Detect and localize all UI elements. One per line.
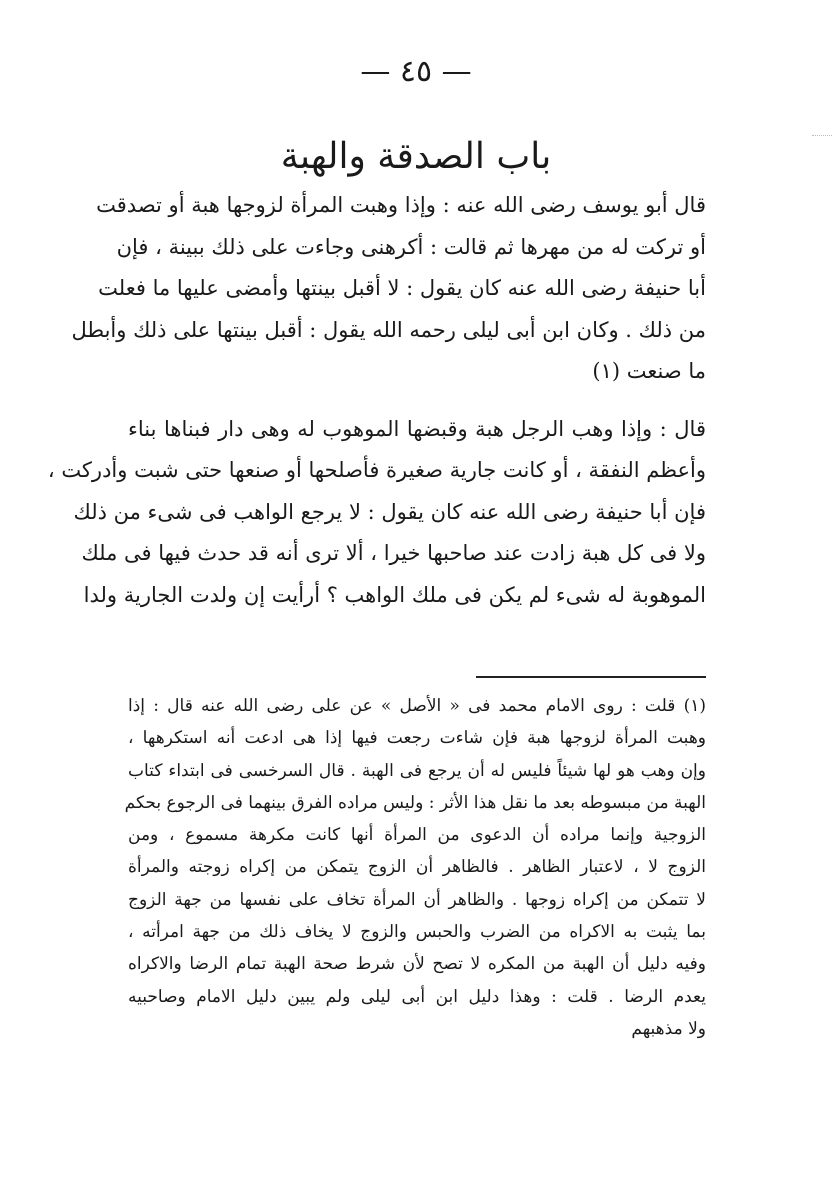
footnote-line: لا تتمكن من إكراه زوجها . والظاهر أن المرأة تخاف على نفسها من جهة الزوج <box>128 889 706 910</box>
text-line: ولا فى كل هبة زادت عند صاحبها خيرا ، ألا ترى أنه قد حدث فيها فى ملك <box>81 541 706 565</box>
page-number: — ٤٥ — <box>360 54 472 89</box>
margin-mark <box>812 135 832 138</box>
chapter-title: باب الصدقة والهبة <box>280 136 552 178</box>
footnote-line: الزوج لا ، لاعتبار الظاهر . فالظاهر أن الزوج يتمكن من إكراه زوجته والمرأة <box>128 857 706 878</box>
footnote-line: وفيه دليل أن الهبة من المكره لا تصح لأن شرط صحة الهبة تمام الرضا والاكراه <box>128 954 706 975</box>
text-line: أو تركت له من مهرها ثم قالت : أكرهنى وجاءت على ذلك ببينة ، فإن <box>116 234 706 259</box>
footnote <box>124 690 706 1045</box>
paragraph-1 <box>71 185 706 393</box>
footnote-line: بما يثبت به الاكراه من الضرب والحبس والزوج لا يخاف ذلك من جهة امرأته ، <box>128 922 706 943</box>
text-line: أبا حنيفة رضى الله عنه كان يقول : لا أقبل بينتها وأمضى عليها ما فعلت <box>98 276 706 300</box>
footnote-line: وإن وهب هو لها شيئاً فليس له أن يرجع فى الهبة . قال السرخسى فى ابتداء كتاب <box>128 760 706 781</box>
footnote-line: ولا مذهبهم <box>631 1018 706 1039</box>
footnote-line: وهبت المرأة لزوجها هبة فإن شاءت رجعت فيها إذا هى ادعت أنه استكرهها ، <box>128 728 706 749</box>
main-text <box>47 185 706 616</box>
text-line: الموهوبة له شىء لم يكن فى ملك الواهب ؟ أرأيت إن ولدت الجارية ولدا <box>83 582 706 607</box>
text-line: فإن أبا حنيفة رضى الله عنه كان يقول : لا يرجع الواهب فى شىء من ذلك <box>73 499 706 524</box>
text-line: قال أبو يوسف رضى الله عنه : وإذا وهبت المرأة لزوجها هبة أو تصدقت <box>96 193 706 217</box>
footnote-line: الهبة من مبسوطه بعد ما نقل هذا الأثر : وليس مراده الفرق بينهما فى الرجوع بحكم <box>124 792 706 813</box>
text-line: قال : وإذا وهب الرجل هبة وقبضها الموهوب له وهى دار فبناها بناء <box>128 416 706 441</box>
footnote-line: (١) قلت : روى الامام محمد فى « الأصل » عن على رضى الله عنه قال : إذا <box>128 696 706 716</box>
footnote-line: الزوجية وإنما مراده أن الدعوى من المرأة أنها كانت مكرهة مسموع ، ومن <box>128 825 706 846</box>
footnote-divider <box>476 676 706 678</box>
footnote-line: يعدم الرضا . قلت : وهذا دليل ابن أبى ليلى ولم يبين دليل الامام وصاحبيه <box>128 986 706 1007</box>
text-line: وأعظم النفقة ، أو كانت جارية صغيرة فأصلحها أو صنعها حتى شبت وأدركت ، <box>47 458 706 482</box>
text-line: من ذلك . وكان ابن أبى ليلى رحمه الله يقول : أقبل بينتها على ذلك وأبطل <box>71 317 706 342</box>
paragraph-2 <box>47 409 706 617</box>
text-line: ما صنعت (١) <box>592 359 706 383</box>
